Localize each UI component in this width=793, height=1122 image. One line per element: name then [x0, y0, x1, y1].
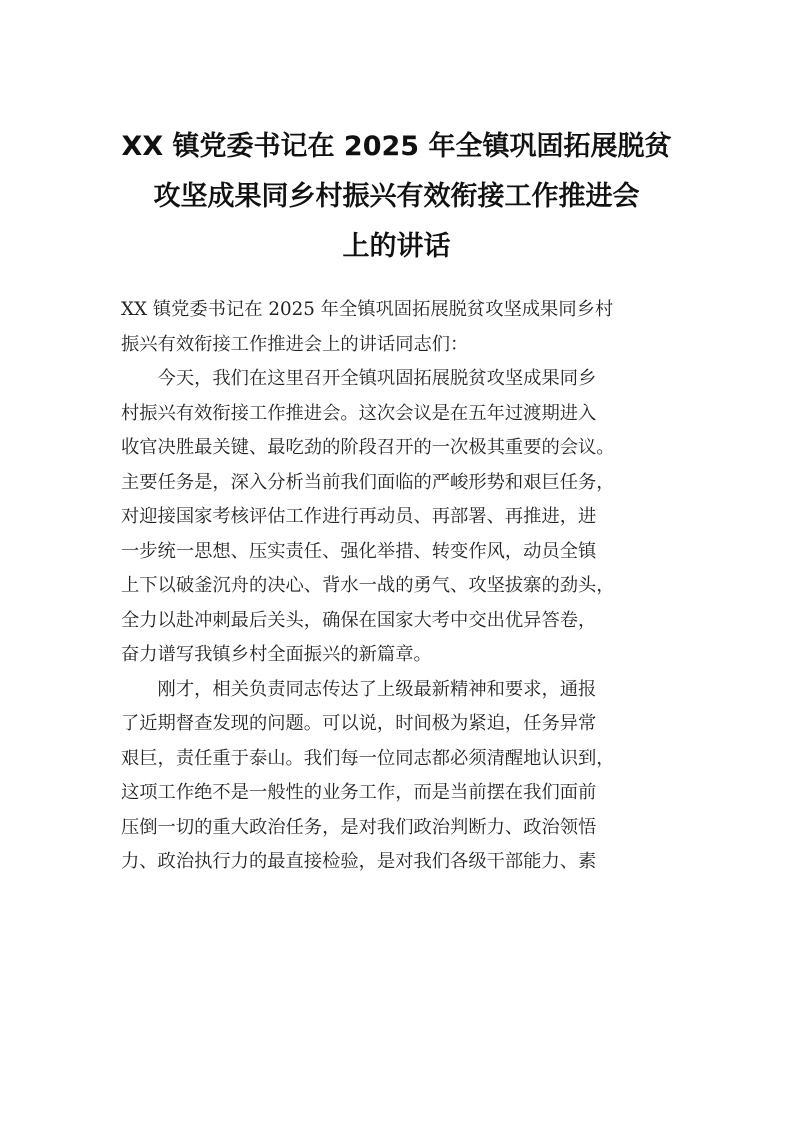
body-line: 压倒一切的重大政治任务，是对我们政治判断力、政治领悟: [121, 816, 597, 838]
body-line: 力、政治执行力的最直接检验，是对我们各级干部能力、素: [121, 851, 597, 872]
body-line: 今天，我们在这里召开全镇巩固拓展脱贫攻坚成果同乡: [121, 368, 597, 389]
body-line: 一步统一思想、压实责任、强化举措、转变作风，动员全镇: [121, 540, 597, 562]
body-line: 村振兴有效衔接工作推进会。这次会议是在五年过渡期进入: [121, 402, 597, 424]
title-line: XX 镇党委书记在 2025 年全镇巩固拓展脱贫: [121, 131, 672, 162]
body-line: XX 镇党委书记在 2025 年全镇巩固拓展脱贫攻坚成果同乡村: [121, 299, 614, 320]
body-line: 对迎接国家考核评估工作进行再动员、再部署、再推进，进: [121, 506, 597, 527]
body-line: 收官决胜最关键、最吃劲的阶段召开的一次极其重要的会议。: [121, 437, 615, 458]
body-line: 上下以破釜沉舟的决心、背水一战的勇气、攻坚拔寨的劲头，: [121, 575, 615, 596]
body-line: 这项工作绝不是一般性的业务工作，而是当前摆在我们面前: [121, 782, 597, 803]
body-line: 奋力谱写我镇乡村全面振兴的新篇章。: [121, 644, 432, 665]
body-line: 了近期督查发现的问题。可以说，时间极为紧迫，任务异常: [121, 713, 597, 734]
body-line: 刚才，相关负责同志传达了上级最新精神和要求，通报: [121, 678, 597, 700]
title-line: 上的讲话: [342, 231, 451, 262]
document-body: [121, 293, 681, 880]
document-title: [110, 122, 683, 272]
body-line: 主要任务是，深入分析当前我们面临的严峻形势和艰巨任务，: [121, 471, 615, 493]
title-line: 攻坚成果同乡村振兴有效衔接工作推进会: [153, 181, 640, 212]
body-line: 艰巨，责任重于泰山。我们每一位同志都必须清醒地认识到，: [121, 747, 615, 769]
body-line: 振兴有效衔接工作推进会上的讲话同志们：: [121, 333, 469, 355]
body-line: 全力以赴冲刺最后关头，确保在国家大考中交出优异答卷，: [121, 609, 597, 631]
